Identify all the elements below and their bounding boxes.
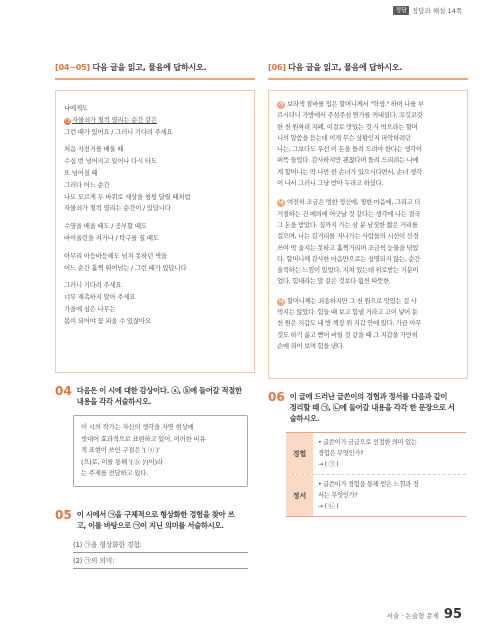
answer-reference [393, 6, 462, 15]
poem-line: 봄이 되어야 꽃 피울 수 있잖아요 [64, 316, 151, 325]
row-body: • 글쓴이가 경험을 통해 얻은 느낌과 정 서는 무엇인가? → ( ㉡ ) [313, 475, 466, 516]
row-header: 경험 [286, 433, 313, 474]
poem-passage [55, 90, 255, 373]
footer-label: 서술 · 논술형 문제 [386, 612, 439, 620]
poem-line: 나도 모르게 두 바퀴로 세상을 씽씽 달릴 때처럼 [64, 192, 191, 201]
paragraph-marker: 나 [278, 200, 284, 207]
row-body: • 글쓴이가 금급으로 선정한 의미 있는 경험은 무엇인가? → ( ㉠ ) [313, 433, 466, 474]
table-row-experience [286, 433, 466, 475]
question-number: 04 [55, 384, 72, 398]
circled-marker-1: ㉠ [65, 117, 70, 124]
poem-line: 그러니 기다려 주세요 [64, 281, 122, 290]
answer-page-ref: 정답과 해설 14쪽 [411, 7, 462, 15]
paragraph-marker: 가 [278, 102, 284, 108]
poem-line: 그런 때가 있어요 / 그러니 기다려 주세요 [64, 127, 173, 136]
question-number: 05 [55, 507, 72, 522]
left-column [55, 62, 255, 569]
poem-line: 나에게도 [64, 104, 88, 112]
poem-line-marked: ㉠ 자물쇠가 철컥 열리는 순간 같은 [65, 115, 157, 124]
question-text: 이 글에 드러난 글쓴이의 경험과 정서를 다음과 같이 정리할 때 ㉠, ㉡에 들어갈 내용을 각각 한 문장으로 서 술하시오. [289, 392, 455, 423]
q4-prompt-box: 이 시의 작가는 자신의 생각을 자연 현상에 빗대어 효과적으로 표현하고 있어. 이러한 비유 적 표현이 쓰인 구절은 '( ⓐ )' (으)로, 이를 통해 '( ⓑ )'(이)라 는 주제를 전달하고 있다. [73, 415, 248, 487]
poem-line: 수십 번 넘어지고 일어나 다시 타도 [64, 157, 157, 166]
question-06 [268, 391, 468, 424]
q5-answer-lines [73, 537, 255, 569]
poem-line: 바이올린을 켜거나 / 탁구를 칠 때도 [64, 233, 159, 242]
poem-line: 수영을 배울 때도 / 공부할 때도 [64, 222, 147, 231]
answer-line-2[interactable]: (2) ㉠의 의미: [73, 553, 248, 569]
answer-blank[interactable]: → ( ㉠ ) [318, 461, 339, 468]
section-heading-06: [06] 다음 글을 읽고, 물음에 답하시오. [268, 62, 468, 80]
table-row-emotion [286, 475, 466, 516]
poem-line: 처음 자전거를 배울 때 [64, 145, 124, 154]
question-number: 06 [268, 390, 285, 404]
poem-line: 너무 재촉하지 말아 주세요 [64, 293, 136, 302]
poem-line: 가을에 심은 나무는 [64, 304, 116, 313]
paragraph-da: 다 할머니께는 죄송하지만 그 천 원으로 맛있는 걸 사 먹지는 않았다. 힘들 때 보고 힘낼 거라고 고이 넣어 둔 천 원은 지갑도 내 방 책장 위 지갑 안에 있다. 가끔 아무 것도 하기 싫고 뻗어 버릴 것 같을 때 그 지갑을 가만히 손에 쥐어 보며 힘을 낸다. [277, 296, 422, 350]
question-04 [55, 385, 255, 407]
poem-line: 아무리 아등바등해도 넘지 못하던 벽을 [64, 251, 167, 260]
right-column [268, 62, 468, 517]
poem-line: 그러다 어느 순간 [64, 180, 110, 189]
prose-passage [268, 90, 468, 379]
question-05 [55, 509, 255, 531]
section-heading-04-05: [04~05] 다음 글을 읽고, 물음에 답하시오. [55, 62, 255, 80]
answer-blank[interactable]: → ( ㉡ ) [318, 503, 339, 510]
poem-line: 어느 순간 훌쩍 뛰어넘는 / 그런 때가 있답니다 [64, 263, 187, 272]
question-text: 다음은 이 시에 대한 감상이다. ⓐ, ⓑ에 들어갈 적절한 내용을 각각 서술하시오. [76, 386, 242, 406]
q6-table [286, 432, 466, 517]
answer-line-1[interactable]: (1) ㉠을 형상화한 경험: [73, 537, 248, 553]
paragraph-marker: 다 [278, 298, 284, 305]
page-footer [387, 607, 462, 622]
poem-line: 또 넘어질 때 [64, 168, 98, 177]
paragraph-na: 나 여전히 조금은 멍한 정신에, 찡한 마음에, 그리고 더 거절하는 건 예의에 어긋날 것 같다는 생각에 나는 결국 그 돈을 받았다. 집까지 가는 삼 분 남짓한 짧은 거리를 걸으며, 나는 길거리를 지나가는 사람들의 시선이 신경 쓰여 막 울지는 못하고 훌쩍거리며 조금씩 눈물을 닦았 다. 할머니께 감사한 마음만으로는 설명되지 않는, 순간 울컥하는 느낌이 있었다. 지쳐 있는데 위로받는 기분이 었다. 힘내라는 말 같은 것보다 훨씬 따뜻한. [277, 198, 421, 286]
paragraph-ga: 가 보라색 잠바를 입은 할머니께서 "학생." 하며 나를 부 르시더니 가방에서 주섬주섬 뭔가를 꺼내셨다. 꼬깃꼬깃 한 천 원짜리 지폐, 이걸로 맛있는 것 사 먹으라는 할머 니의 말씀을 듣는데 이게 무슨 상황인지 파악하려던 나는, 그보다도 우선 이 돈을 돌려 드려야 한다는 생각이 퍼뜩 들었다. 감사하지만 괜찮다며 돌려 드리려는 나에 게 할머니는 딱 나만 한 손녀가 있으시다면서, 손녀 생각 이 나서 그러니 그냥 받아 두라고 하셨다. [277, 100, 424, 188]
answer-tag: 정답 [395, 7, 407, 14]
page-number: 95 [443, 607, 462, 622]
question-text: 이 시에서 ㉠을 구체적으로 형상화한 경험을 찾아 쓰 고, 이를 바탕으로 ㉠이 지닌 의미를 서술하시오. [76, 509, 235, 530]
row-header: 정서 [286, 475, 313, 516]
poem-line: 자물쇠가 철컥 열리는 순간이 / 있답니다 [64, 204, 171, 213]
